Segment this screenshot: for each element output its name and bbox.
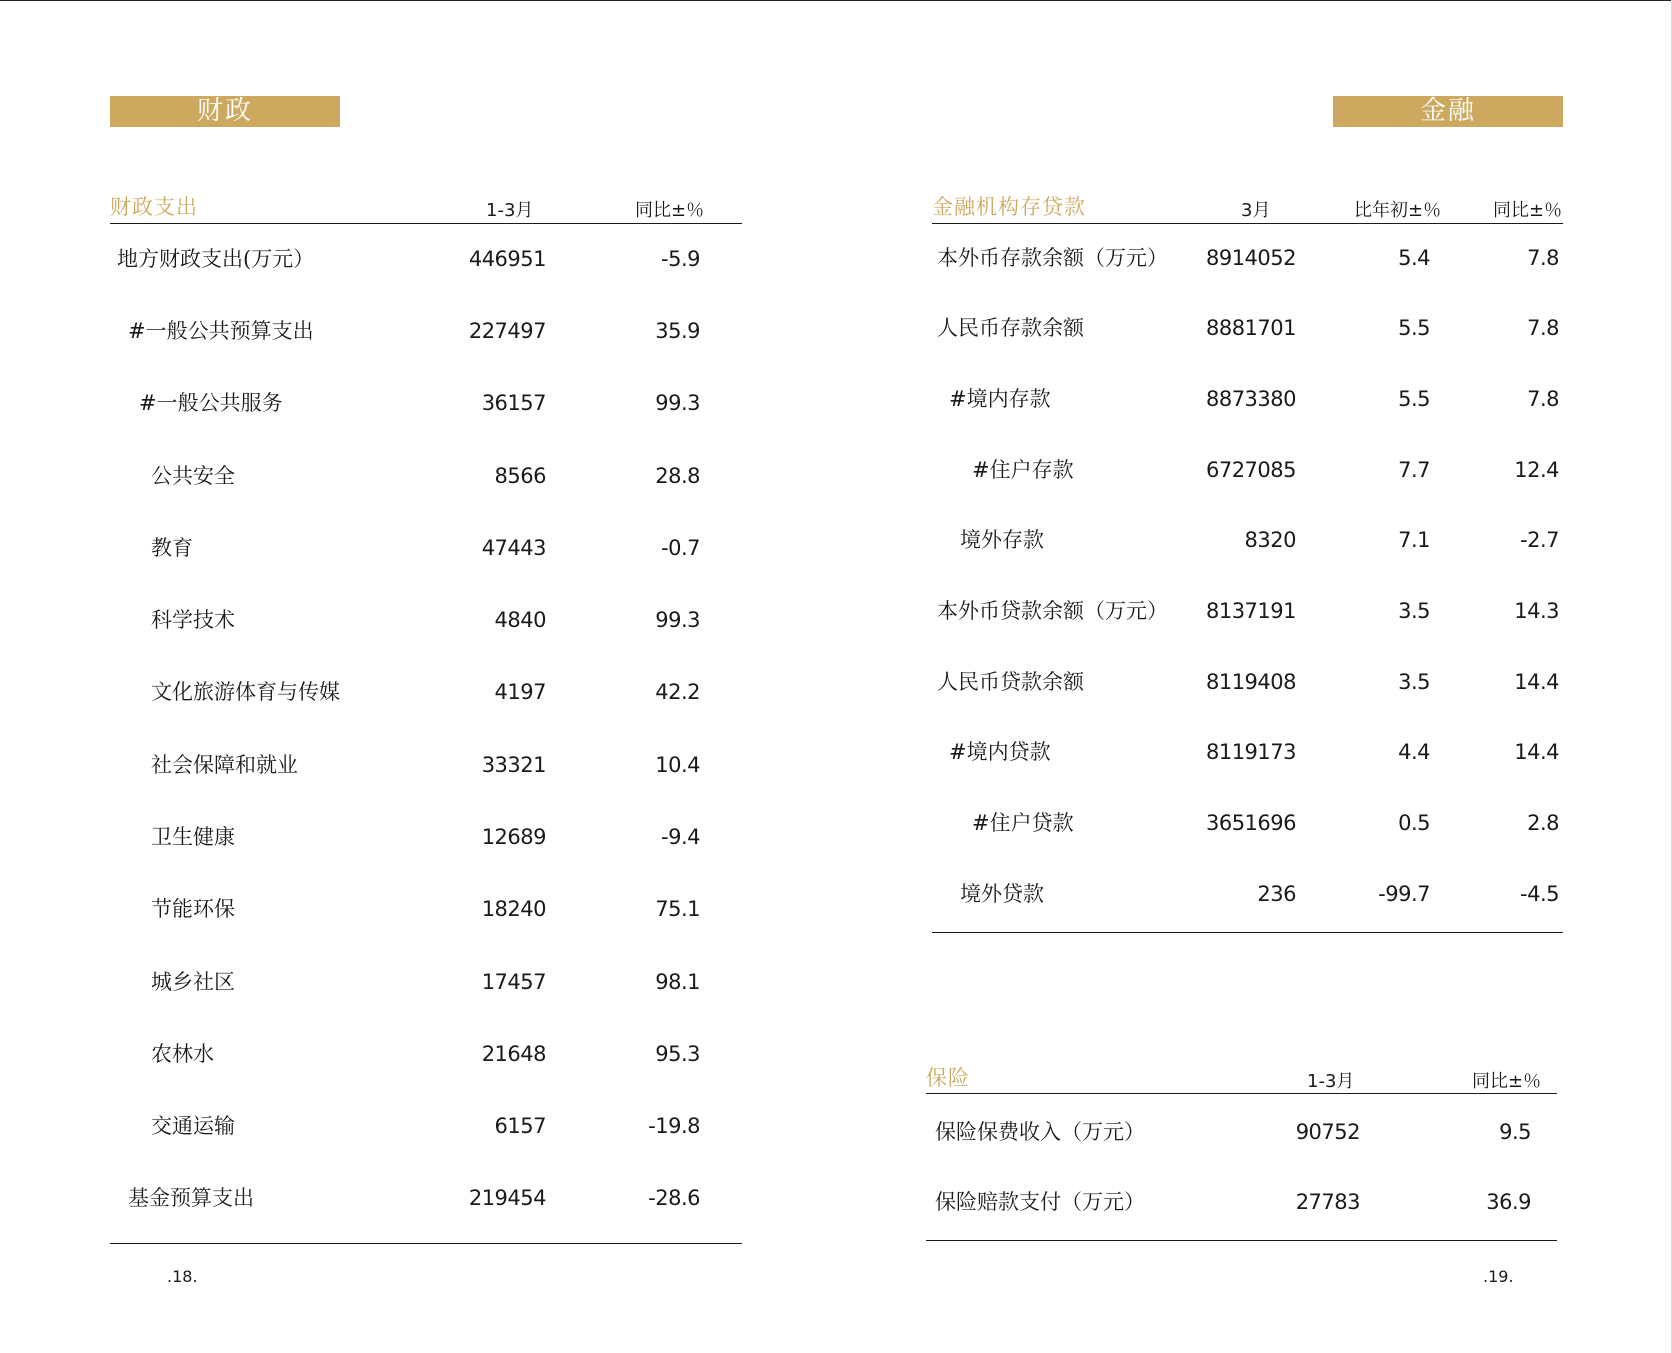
row-yoy: 2.8 xyxy=(1527,811,1559,835)
row-yoy: 42.2 xyxy=(655,680,700,704)
row-value: 6157 xyxy=(494,1114,546,1138)
row-value: 4197 xyxy=(494,680,546,704)
insurance-col-period: 1-3月 xyxy=(1307,1071,1355,1092)
row-label: 文化旅游体育与传媒 xyxy=(151,680,340,704)
finance-col-month: 3月 xyxy=(1241,200,1271,221)
finance-banner: 金融 xyxy=(1333,96,1563,127)
insurance-col-yoy: 同比±％ xyxy=(1472,1071,1542,1092)
row-yoy: -4.5 xyxy=(1520,882,1559,906)
row-label: 农林水 xyxy=(151,1042,214,1066)
fiscal-col-yoy: 同比±％ xyxy=(635,200,705,221)
row-label: 基金预算支出 xyxy=(128,1186,254,1210)
row-yoy: 28.8 xyxy=(655,464,700,488)
row-ytd: 7.7 xyxy=(1398,458,1430,482)
row-yoy: -19.8 xyxy=(648,1114,700,1138)
row-yoy: 7.8 xyxy=(1527,316,1559,340)
row-value: 4840 xyxy=(494,608,546,632)
row-label: 卫生健康 xyxy=(151,825,235,849)
row-ytd: 5.5 xyxy=(1398,316,1430,340)
row-label: 城乡社区 xyxy=(151,970,235,994)
insurance-bottom-rule xyxy=(926,1240,1557,1241)
row-value: 8914052 xyxy=(1205,246,1296,270)
row-label: 境外存款 xyxy=(960,528,1044,552)
row-ytd: 5.4 xyxy=(1398,246,1430,270)
row-label: 保险保费收入（万元） xyxy=(935,1120,1145,1144)
row-yoy: 98.1 xyxy=(655,970,700,994)
row-yoy: 35.9 xyxy=(655,319,700,343)
row-label: 境外贷款 xyxy=(960,882,1044,906)
row-ytd: -99.7 xyxy=(1378,882,1430,906)
row-value: 17457 xyxy=(481,970,546,994)
row-value: 8881701 xyxy=(1205,316,1296,340)
row-ytd: 4.4 xyxy=(1398,740,1430,764)
row-label: #住户存款 xyxy=(972,458,1074,482)
finance-col-yoy: 同比±％ xyxy=(1493,200,1563,221)
left-page-number: .18. xyxy=(167,1267,198,1286)
table-row xyxy=(0,1187,1672,1217)
row-label: 人民币存款余额 xyxy=(937,316,1084,340)
row-yoy: 9.5 xyxy=(1499,1120,1531,1144)
row-ytd: 0.5 xyxy=(1398,811,1430,835)
row-value: 446951 xyxy=(468,247,546,271)
row-label: 本外币贷款余额（万元） xyxy=(937,599,1168,623)
row-yoy: -0.7 xyxy=(661,536,700,560)
row-ytd: 3.5 xyxy=(1398,599,1430,623)
row-value: 90752 xyxy=(1295,1120,1360,1144)
row-label: 交通运输 xyxy=(151,1114,235,1138)
row-value: 6727085 xyxy=(1205,458,1296,482)
row-value: 8119408 xyxy=(1205,670,1296,694)
row-label: #一般公共预算支出 xyxy=(128,319,314,343)
row-value: 8566 xyxy=(494,464,546,488)
row-yoy: 75.1 xyxy=(655,897,700,921)
row-value: 12689 xyxy=(481,825,546,849)
row-value: 8320 xyxy=(1244,528,1296,552)
table-row xyxy=(0,1117,1672,1147)
right-page-number: .19. xyxy=(1483,1267,1514,1286)
insurance-section-title: 保险 xyxy=(926,1066,970,1090)
row-value: 33321 xyxy=(481,753,546,777)
row-yoy: -5.9 xyxy=(661,247,700,271)
row-value: 3651696 xyxy=(1205,811,1296,835)
row-yoy: 14.3 xyxy=(1514,599,1559,623)
row-label: #住户贷款 xyxy=(972,811,1074,835)
row-yoy: 14.4 xyxy=(1514,670,1559,694)
row-label: 保险赔款支付（万元） xyxy=(935,1190,1145,1214)
fiscal-col-period: 1-3月 xyxy=(486,200,534,221)
row-yoy: -9.4 xyxy=(661,825,700,849)
row-label: 本外币存款余额（万元） xyxy=(937,246,1168,270)
row-label: 公共安全 xyxy=(151,464,235,488)
row-value: 219454 xyxy=(468,1186,546,1210)
row-value: 27783 xyxy=(1295,1190,1360,1214)
row-label: #境内存款 xyxy=(949,387,1051,411)
row-yoy: 95.3 xyxy=(655,1042,700,1066)
row-yoy: 99.3 xyxy=(655,608,700,632)
row-yoy: 10.4 xyxy=(655,753,700,777)
finance-col-ytd: 比年初±％ xyxy=(1354,200,1442,221)
row-yoy: -2.7 xyxy=(1520,528,1559,552)
row-label: 人民币贷款余额 xyxy=(937,670,1084,694)
finance-section-title: 金融机构存贷款 xyxy=(932,195,1086,219)
row-label: 社会保障和就业 xyxy=(151,753,298,777)
row-value: 236 xyxy=(1257,882,1296,906)
row-yoy: 7.8 xyxy=(1527,246,1559,270)
row-ytd: 3.5 xyxy=(1398,670,1430,694)
row-label: 节能环保 xyxy=(151,897,235,921)
row-ytd: 5.5 xyxy=(1398,387,1430,411)
row-label: 科学技术 xyxy=(151,608,235,632)
row-yoy: 12.4 xyxy=(1514,458,1559,482)
fiscal-section-title: 财政支出 xyxy=(110,195,198,219)
row-value: 8137191 xyxy=(1205,599,1296,623)
row-value: 8873380 xyxy=(1205,387,1296,411)
row-label: #一般公共服务 xyxy=(139,391,283,415)
row-value: 36157 xyxy=(481,391,546,415)
fiscal-banner: 财政 xyxy=(110,96,340,127)
row-yoy: -28.6 xyxy=(648,1186,700,1210)
row-yoy: 14.4 xyxy=(1514,740,1559,764)
row-yoy: 36.9 xyxy=(1486,1190,1531,1214)
row-label: 教育 xyxy=(151,536,193,560)
row-yoy: 99.3 xyxy=(655,391,700,415)
row-label: 地方财政支出(万元） xyxy=(117,247,315,271)
row-value: 47443 xyxy=(481,536,546,560)
row-value: 227497 xyxy=(468,319,546,343)
row-value: 8119173 xyxy=(1205,740,1296,764)
row-label: #境内贷款 xyxy=(949,740,1051,764)
row-ytd: 7.1 xyxy=(1398,528,1430,552)
row-value: 21648 xyxy=(481,1042,546,1066)
row-yoy: 7.8 xyxy=(1527,387,1559,411)
row-value: 18240 xyxy=(481,897,546,921)
